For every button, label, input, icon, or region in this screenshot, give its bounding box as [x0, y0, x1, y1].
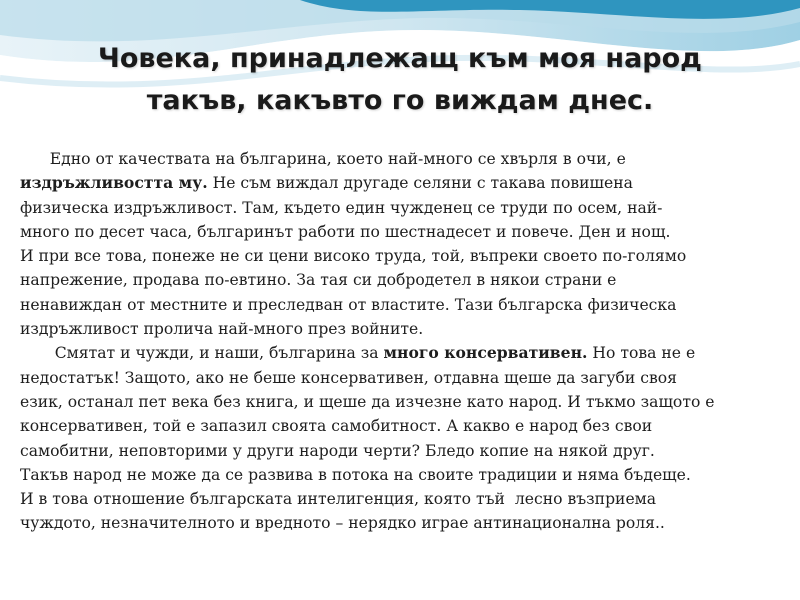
- paragraph-line: [20, 196, 780, 220]
- text-segment: недостатък! Защото, ако не беше консервативен, отдавна щеше да загуби своя: [20, 368, 677, 387]
- text-segment: Но това не е: [587, 344, 696, 363]
- text-segment: много по десет часа, българинът работи по шестнадесет и повече. Ден и нощ.: [20, 222, 671, 241]
- text-segment: напрежение, продава по-евтино. За тая си добродетел в някои страни е: [20, 271, 617, 290]
- paragraph-line: [20, 293, 780, 317]
- text-segment: език, останал пет века без книга, и щеше да изчезне като народ. И тъкмо защото е: [20, 392, 715, 411]
- text-segment: консервативен, той е запазил своята самобитност. А какво е народ без свои: [20, 417, 653, 436]
- paragraph-line: [20, 511, 780, 535]
- text-segment: И в това отношение българската интелигенция, която тъй лесно възприема: [20, 490, 657, 509]
- paragraph-line: [20, 414, 780, 438]
- text-segment: издръжливост пролича най-много през войните.: [20, 320, 424, 339]
- emphasized-text: издръжливостта му.: [20, 173, 208, 193]
- paragraph-line: [20, 341, 780, 365]
- text-segment: Такъв народ не може да се развива в потока на своите традиции и няма бъдеще.: [20, 465, 691, 484]
- text-segment: физическа издръжливост. Там, където един чужденец се труди по осем, най-: [20, 198, 663, 217]
- text-segment: Едно от качествата на българина, което най-много се хвърля в очи, е: [20, 150, 626, 168]
- paragraph-line: [20, 220, 780, 244]
- slide-title-line-1: Човека, принадлежащ към моя народ: [98, 43, 702, 74]
- paragraph-line: [20, 390, 780, 414]
- text-segment: самобитни, неповторими у други народи черти? Бледо копие на някой друг.: [20, 441, 655, 460]
- paragraph-line: [20, 463, 780, 487]
- body-text: [20, 147, 780, 536]
- emphasized-text: много консервативен.: [383, 343, 588, 363]
- text-segment: Смятат и чужди, и наши, българина за: [20, 344, 384, 363]
- paragraph-line: [20, 147, 780, 171]
- text-segment: И при все това, понеже не си цени високо труда, той, въпреки своето по-голямо: [20, 247, 687, 266]
- text-segment: Не съм виждал другаде селяни с такава повишена: [207, 174, 633, 193]
- paragraph-line: [20, 487, 780, 511]
- slide-title-line-2: такъв, какъвто го виждам днес.: [146, 85, 654, 116]
- paragraph-line: [20, 244, 780, 268]
- paragraph-line: [20, 171, 780, 195]
- text-segment: чуждото, незначителното и вредното – нерядко играе антинационална роля..: [20, 514, 665, 533]
- paragraph-line: [20, 317, 780, 341]
- text-segment: ненавиждан от местните и преследван от властите. Тази българска физическа: [20, 295, 677, 314]
- paragraph-line: [20, 366, 780, 390]
- paragraph-line: [20, 439, 780, 463]
- paragraph-line: [20, 268, 780, 292]
- slide-title: [40, 38, 760, 122]
